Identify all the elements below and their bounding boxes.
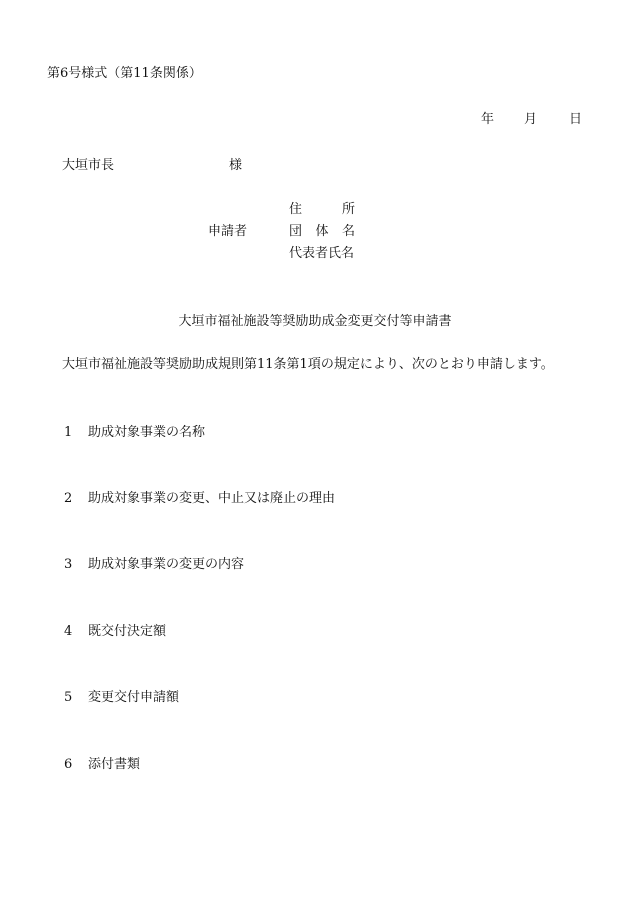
item-label: 助成対象事業の名称 [88, 425, 206, 440]
date-line [481, 112, 582, 128]
item-number: 4 [64, 624, 73, 639]
list-item [64, 491, 335, 507]
address-label [289, 202, 355, 218]
address-label-char: 所 [341, 202, 355, 217]
applicant-label: 申請者 [208, 224, 248, 239]
list-item [64, 557, 244, 573]
item-number: 6 [64, 757, 73, 772]
representative-name-label: 代表者氏名 [289, 246, 355, 261]
item-label: 添付書類 [88, 757, 141, 772]
list-item [64, 624, 166, 640]
item-number: 2 [64, 491, 73, 506]
addressee-name: 大垣市長 [62, 158, 115, 173]
date-day-label: 日 [568, 112, 582, 127]
item-label: 既交付決定額 [88, 624, 167, 639]
organization-label-char: 体 [315, 224, 329, 239]
organization-name-label [289, 224, 355, 240]
item-number: 1 [64, 425, 73, 440]
organization-label-char: 団 [289, 224, 303, 239]
document-title: 大垣市福祉施設等奨励助成金変更交付等申請書 [178, 314, 452, 329]
date-year-label: 年 [480, 112, 494, 127]
list-item [64, 425, 205, 441]
addressee-honorific: 様 [229, 158, 243, 173]
item-label: 助成対象事業の変更、中止又は廃止の理由 [88, 491, 336, 506]
list-item [64, 690, 179, 706]
organization-label-char: 名 [341, 224, 355, 239]
request-statement: 大垣市福祉施設等奨励助成規則第11条第1項の規定により、次のとおり申請します。 [62, 357, 554, 372]
item-number: 5 [64, 690, 73, 705]
address-label-char: 住 [289, 202, 303, 217]
item-label: 変更交付申請額 [88, 690, 180, 705]
list-item [64, 757, 140, 773]
date-month-label: 月 [523, 112, 537, 127]
form-number: 第6号様式（第11条関係） [47, 66, 202, 81]
item-number: 3 [64, 557, 73, 572]
item-label: 助成対象事業の変更の内容 [88, 557, 245, 572]
